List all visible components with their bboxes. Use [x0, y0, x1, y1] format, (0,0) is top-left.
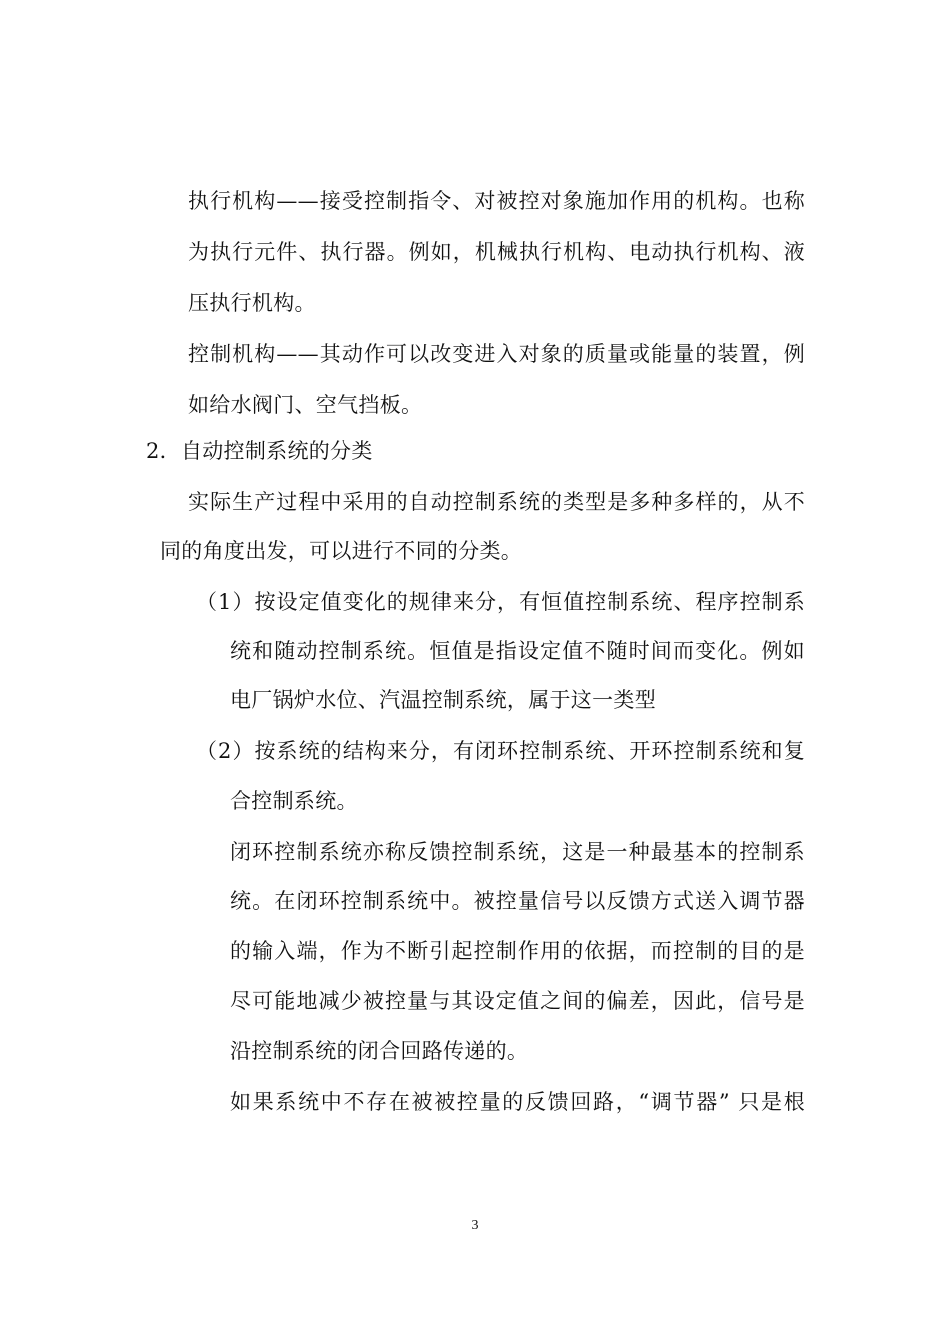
list-item-line: （1）按设定值变化的规律来分，有恒值控制系统、程序控制系: [196, 590, 805, 614]
list-item-line: 电厂锅炉水位、汽温控制系统，属于这一类型: [230, 688, 656, 712]
text-line: 实际生产过程中采用的自动控制系统的类型是多种多样的，从不: [188, 490, 805, 514]
text-line: 压执行机构。: [188, 291, 316, 315]
list-item-line: 统和随动控制系统。恒值是指设定值不随时间而变化。例如: [230, 639, 805, 663]
text-line: 如果系统中不存在被被控量的反馈回路，“调节器” 只是根: [230, 1090, 805, 1114]
text-line: 为执行元件、执行器。例如，机械执行机构、电动执行机构、液: [188, 240, 805, 264]
text-line: 统。在闭环控制系统中。被控量信号以反馈方式送入调节器: [230, 889, 805, 913]
text-line: 的输入端，作为不断引起控制作用的依据，而控制的目的是: [230, 939, 805, 963]
page-number: 3: [471, 1218, 479, 1233]
text-line: 沿控制系统的闭合回路传递的。: [230, 1039, 529, 1063]
text-line: 如给水阀门、空气挡板。: [188, 393, 423, 417]
text-line: 尽可能地减少被控量与其设定值之间的偏差，因此，信号是: [230, 989, 805, 1013]
list-item-line: 合控制系统。: [230, 789, 358, 813]
text-line: 控制机构——其动作可以改变进入对象的质量或能量的装置，例: [188, 342, 805, 366]
text-line: 闭环控制系统亦称反馈控制系统，这是一种最基本的控制系: [230, 840, 805, 864]
text-line: 执行机构——接受控制指令、对被控对象施加作用的机构。也称: [188, 189, 805, 213]
section-heading: 2．自动控制系统的分类: [146, 439, 373, 463]
text-line: 同的角度出发，可以进行不同的分类。: [160, 539, 523, 563]
list-item-line: （2）按系统的结构来分，有闭环控制系统、开环控制系统和复: [196, 739, 805, 763]
